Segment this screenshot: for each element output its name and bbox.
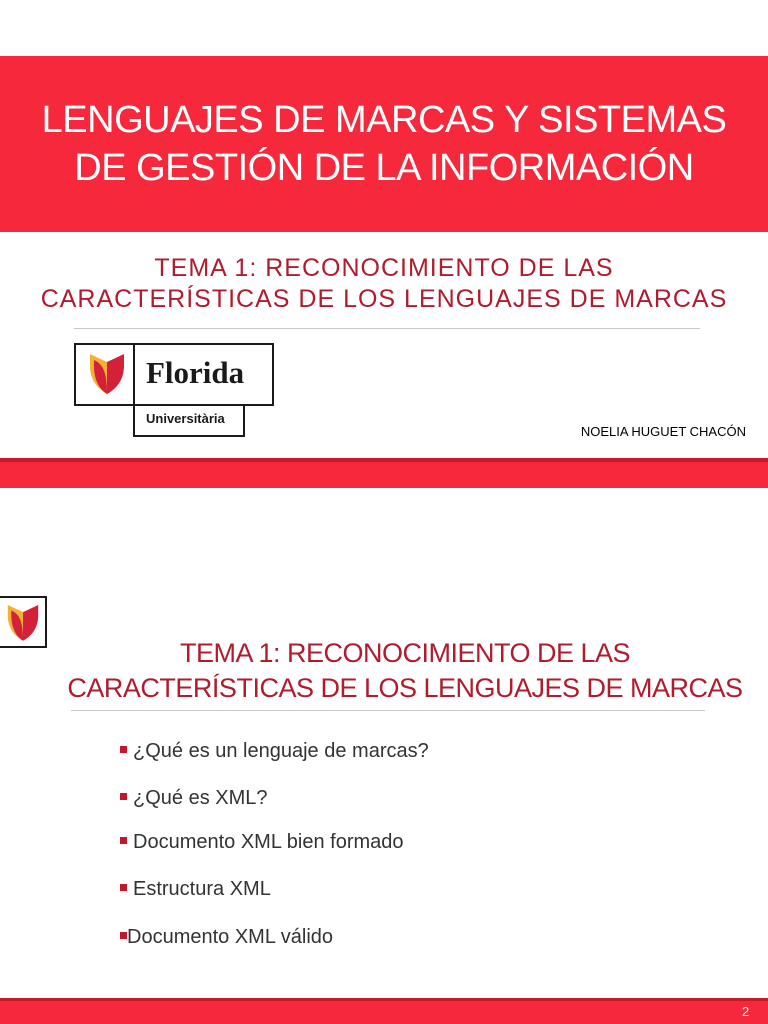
bullet-item: Estructura XML bbox=[120, 877, 271, 901]
bullet-item: Documento XML válido bbox=[120, 925, 333, 949]
footer-band-line bbox=[0, 458, 768, 462]
author-name: NOELIA HUGUET CHACÓN bbox=[580, 424, 746, 439]
divider bbox=[71, 710, 705, 711]
bullet-icon bbox=[120, 932, 127, 939]
bullet-icon bbox=[120, 746, 127, 753]
slide-title bbox=[0, 636, 768, 706]
logo-wordmark: Florida bbox=[146, 355, 245, 390]
shield-icon bbox=[88, 350, 126, 396]
divider bbox=[74, 328, 700, 329]
slide-title-line-2: CARACTERÍSTICAS DE LOS LENGUAJES DE MARCAS bbox=[67, 673, 743, 703]
title-line-2: DE GESTIÓN DE LA INFORMACIÓN bbox=[74, 147, 694, 189]
subtitle-line-2: CARACTERÍSTICAS DE LOS LENGUAJES DE MARCAS bbox=[40, 285, 728, 313]
footer-band bbox=[0, 998, 768, 1024]
title-line-1: LENGUAJES DE MARCAS Y SISTEMAS bbox=[41, 99, 727, 141]
bullet-item: Documento XML bien formado bbox=[120, 830, 404, 854]
bullet-icon bbox=[120, 884, 127, 891]
bullet-item: ¿Qué es XML? bbox=[120, 786, 268, 810]
bullet-icon bbox=[120, 793, 127, 800]
presentation-subtitle bbox=[0, 253, 768, 315]
slide-title-line-1: TEMA 1: RECONOCIMIENTO DE LAS bbox=[179, 638, 631, 668]
footer-band bbox=[0, 458, 768, 488]
page-number: 2 bbox=[742, 1004, 750, 1019]
logo-subtitle: Universitària bbox=[146, 411, 225, 426]
subtitle-line-1: TEMA 1: RECONOCIMIENTO DE LAS bbox=[154, 254, 614, 282]
presentation-title bbox=[0, 96, 768, 192]
bullet-icon bbox=[120, 837, 127, 844]
bullet-item: ¿Qué es un lenguaje de marcas? bbox=[120, 739, 429, 763]
footer-band-line bbox=[0, 998, 768, 1001]
